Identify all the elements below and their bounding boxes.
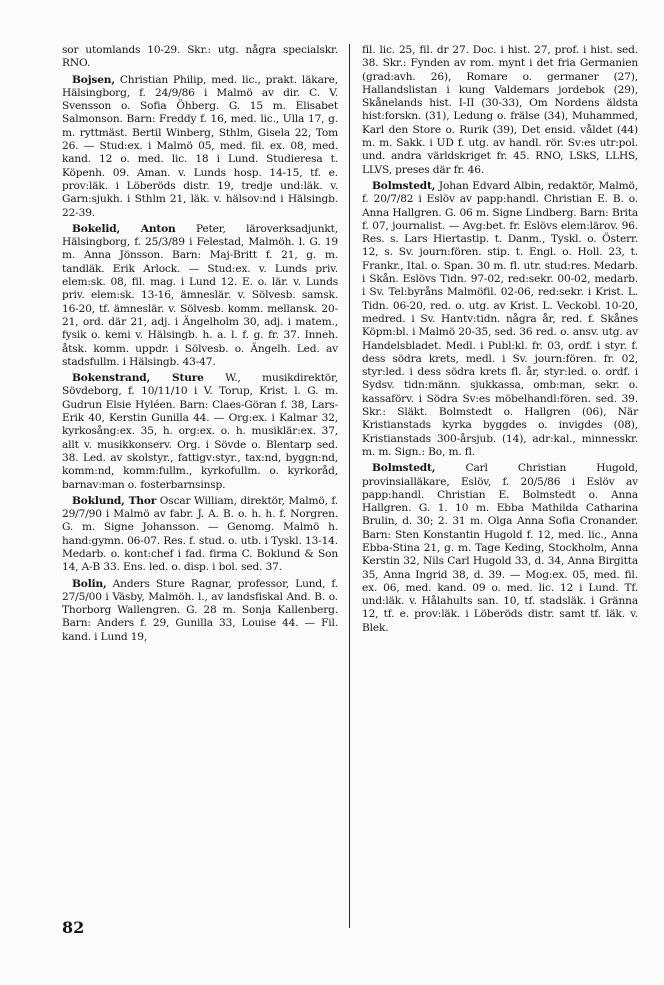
entry-bokelid <box>62 223 338 369</box>
entry-text: Oscar William, direktör, Malmö, f. 29/7/90 i Malmö av fabr. J. A. B. o. h. h. f. Norgren. G. m. Signe Johansson. — Genomg. Malmö h. hand:gymn. 06-07. Res. f. stud. o. utb. i Tyskl. 13-14. Medarb. o. kont:chef i fad. firma C. Boklund & Son 14, A-B 33. Ens. led. o. disp. i bol. sed. 37. <box>62 494 338 574</box>
entry-text: fil. lic. 25, fil. dr 27. Doc. i hist. 27, prof. i hist. sed. 38. Skr.: Fynden av rom. mynt i det fria Germanien (grad:avh. 26), Romare o. germaner (27), Hallandslistan i kung Valdemars jordebok (29), Skånelands hist. I-II (30-33), Om Nordens äldsta hist:forskn. (31), Ledung o. frälse (34), Muhammed, Karl den Store o. Rurik (39), Det ensid. våldet (44) m. m. Sakk. i UD f. utg. av handl. rör. Sv:es utr:pol. und. andra världskriget fr. 45. RNO, LSkS, LLHS, LLVS, preses där fr. 46. <box>362 44 638 176</box>
entry-bolin <box>62 578 338 644</box>
entry-bolmstedt-carl <box>362 462 638 635</box>
entry-boklund <box>62 495 338 575</box>
entry-name: Bolmstedt, <box>372 179 436 192</box>
entry-name: Bokenstrand, Sture <box>72 372 204 385</box>
entry-text: Peter, läroverksadjunkt, Hälsingborg, f. 25/3/89 i Felestad, Malmöh. l. G. 19 m. Anna Jönsson. Barn: Maj-Britt f. 21, g. m. tandläk. Erik Arlock. — Stud:ex. v. Lunds priv. elem:sk. 08, fil. mag. i Lund 12. E. o. lär. v. Lunds priv. elem:sk. 13-16, ämneslär. v. Sölvesb. samsk. 16-20, tf. ämneslär. v. Sölvesb. komm. mellansk. 20-21, ord. där 21, adj. i Ängelholm 30, adj. i matem., fysik o. kemi v. Hälsingb. h. a. l. f. g. fr. 37. Inneh. åtsk. komm. uppdr. i Sölvesb. o. Ängelh. Led. av stadsfullm. i Hälsingb. 43-47. <box>62 222 338 368</box>
right-column <box>362 44 638 638</box>
entry-continuation <box>62 44 338 71</box>
left-column <box>62 44 338 647</box>
entry-name: Boklund, Thor <box>72 494 157 507</box>
entry-text: Johan Edvard Albin, redaktör, Malmö, f. 20/7/82 i Eslöv av papp:handl. Christian E. B. o. Anna Hallgren. G. 06 m. Signe Lindberg. Barn: Brita f. 07, journalist. — Avg:bet. fr. Eslövs elem:lärov. 96. Res. s. Lars Hiertastip. t. Danm., Tyskl. o. Österr. 12, s. Sv. journ:fören. stip. t. Engl. o. Holl. 23, t. Frankr., Ital. o. Span. 30 m. fl. utr. stud:res. Medarb. i Skån. Eslövs Tidn. 97-02, red:sekr. 00-02, medarb. i Sv. Tel:byråns Malmöfil. 02-06, red:sekr. i Krist. L. Tidn. 06-20, red. o. utg. av Krist. L. Veckobl. 10-20, medred. i Sv. Hantv:tidn. några år, red. f. Skånes Köpm:bl. i Malmö 20-35, sed. 36 red. o. ansv. utg. av Handelsbladet. Medl. i Publ:kl. fr. 03, ordf. i styr. f. dess södra krets, medl. i Sv. journ:fören. fr. 02, styr:led. i dess södra krets fl. år, styr:led. o. ordf. i Sydsv. tidn:männ. sjukkassa, omb:man, sekr. o. kassaförv. i Södra Sv:es möbelhandl:fören. sed. 39. Skr.: Släkt. Bolmstedt o. Hallgren (06), När Kristianstads kyrka byggdes o. invigdes (08), Kristianstads 300-årsjub. (14), adr:kal., minnesskr. m. m. Sign.: Bo, m. fl. <box>362 179 638 458</box>
entry-text: sor utomlands 10-29. Skr.: utg. några specialskr. RNO. <box>62 44 338 70</box>
entry-bokenstrand <box>62 372 338 492</box>
entry-text: Anders Sture Ragnar, professor, Lund, f. 27/5/00 i Väsby, Malmöh. l., av landsfiskal And. B. o. Thorborg Wallengren. G. 28 m. Sonja Kallenberg. Barn: Anders f. 29, Gunilla 33, Louise 44. — Fil. kand. i Lund 19, <box>62 577 338 643</box>
entry-text: Carl Christian Hugold, provinsialläkare, Eslöv, f. 20/5/86 i Eslöv av papp:handl. Christian E. Bolmstedt o. Anna Hallgren. G. 1. 10 m. Ebba Mathilda Catharina Brulin, d. 30; 2. 31 m. Olga Anna Sofia Cronander. Barn: Sten Konstantin Hugold f. 12, med. lic., Anna Ebba-Stina 21, g. m. Tage Keding, Stockholm, Anna Kerstin 32, Nils Carl Hugold 33, d. 34, Anna Birgitta 35, Anna Ingrid 38, d. 39. — Mog:ex. 05, med. fil. ex. 06, med. kand. 09 o. med. lic. 12 i Lund. Tf. und:läk. v. Hålahults san. 10, tf. stadsläk. i Gränna 12, tf. e. prov:läk. i Löberöds distr. samt tf. läk. v. Blek. <box>362 462 638 634</box>
page-number: 82 <box>62 918 85 937</box>
entry-bojsen <box>62 74 338 220</box>
entry-name: Bokelid, Anton <box>72 222 176 235</box>
entry-bolmstedt-johan <box>362 180 638 459</box>
entry-continuation <box>362 44 638 177</box>
column-divider <box>349 44 350 928</box>
entry-name: Bojsen, <box>72 73 115 86</box>
entry-name: Bolin, <box>72 577 107 590</box>
entry-name: Bolmstedt, <box>372 462 436 475</box>
entry-text: W., musikdirektör, Sövdeborg, f. 10/11/10 i V. Torup, Krist. l. G. m. Gudrun Elsie Hyléen. Barn: Claes-Göran f. 38, Lars-Erik 40, Kerstin Gunilla 44. — Org:ex. i Kalmar 32, kyrkosång:ex. 35, h. org:ex. o. h. musiklär:ex. 37, allt v. musikkonserv. Org. i Sövde o. Blentarp sed. 38. Led. av skolstyr., fattigv:styr., tax:nd, byggn:nd, komm:nd, komm:fullm., kyrkofullm. o. kyrkoråd, barnav:man o. fosterbarnsinsp. <box>62 372 338 491</box>
entry-text: Christian Philip, med. lic., prakt. läkare, Hälsingborg, f. 24/9/86 i Malmö av dir. C. V. Svensson o. Sofia Öhberg. G. 15 m. Elisabet Salmonson. Barn: Freddy f. 16, med. lic., Ulla 17, g. m. ryttmäst. Bertil Winberg, Sthlm, Gisela 22, Tom 26. — Stud:ex. i Malmö 05, med. fil. ex. 08, med. kand. 12 o. med. lic. 18 i Lund. Studieresa t. Köpenh. 09. Aman. v. Lunds hosp. 14-15, tf. e. prov:läk. i Löberöds distr. 19, tredje und:läk. v. Garn:sjukh. i Sthlm 21, läk. v. hälsov:nd i Hälsingb. 22-39. <box>62 73 338 219</box>
